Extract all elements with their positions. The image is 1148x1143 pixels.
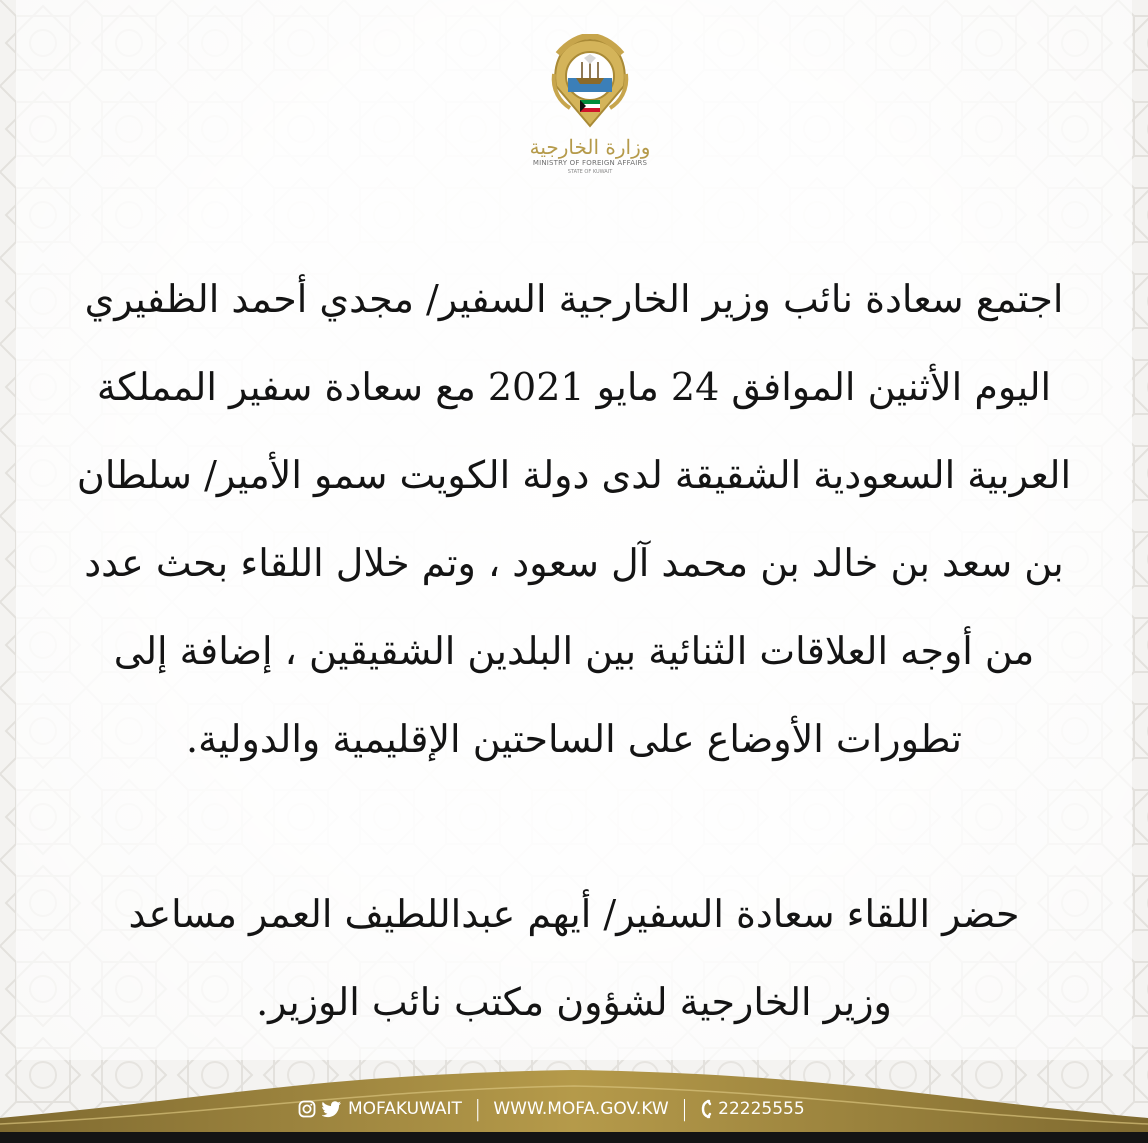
- country-name-en: STATE OF KUWAIT: [567, 169, 613, 175]
- website-link[interactable]: WWW.MOFA.GOV.KW: [493, 1099, 669, 1119]
- statement-paragraph-2: حضر اللقاء سعادة السفير/ أيهم عبداللطيف العمر مساعد وزير الخارجية لشؤون مكتب نائب الوزير.: [128, 892, 1020, 1024]
- twitter-icon[interactable]: [322, 1100, 342, 1118]
- kuwait-emblem-icon: [546, 34, 634, 134]
- phone-icon: [700, 1099, 712, 1119]
- ministry-name-en: MINISTRY OF FOREIGN AFFAIRS: [532, 159, 648, 167]
- instagram-icon[interactable]: [298, 1100, 316, 1118]
- separator-1: |: [473, 1096, 482, 1122]
- ministry-logo: [520, 34, 660, 204]
- contact-bar: [298, 1096, 805, 1122]
- separator-2: |: [680, 1096, 689, 1122]
- footer-wave-decoration: [0, 1040, 1148, 1143]
- footer-band: [0, 1040, 1148, 1143]
- phone-number[interactable]: 22225555: [718, 1099, 805, 1119]
- ministry-name-ar: وزارة الخارجية: [529, 135, 651, 159]
- statement-paragraph-1: اجتمع سعادة نائب وزير الخارجية السفير/ مجدي أحمد الظفيري اليوم الأثنين الموافق 24 مايو 2021 مع سعادة سفير المملكة العربية السعودية الشقيقة لدى دولة الكويت سمو الأمير/ سلطان بن سعد بن خالد بن محمد آل سعود ، وتم خلال اللقاء بحث عدد من أوجه العلاقات الثنائية بين البلدين الشقيقين ، إضافة إلى تطورات الأوضاع على الساحتين الإقليمية والدولية.: [76, 277, 1072, 761]
- social-handle[interactable]: MOFAKUWAIT: [348, 1099, 462, 1119]
